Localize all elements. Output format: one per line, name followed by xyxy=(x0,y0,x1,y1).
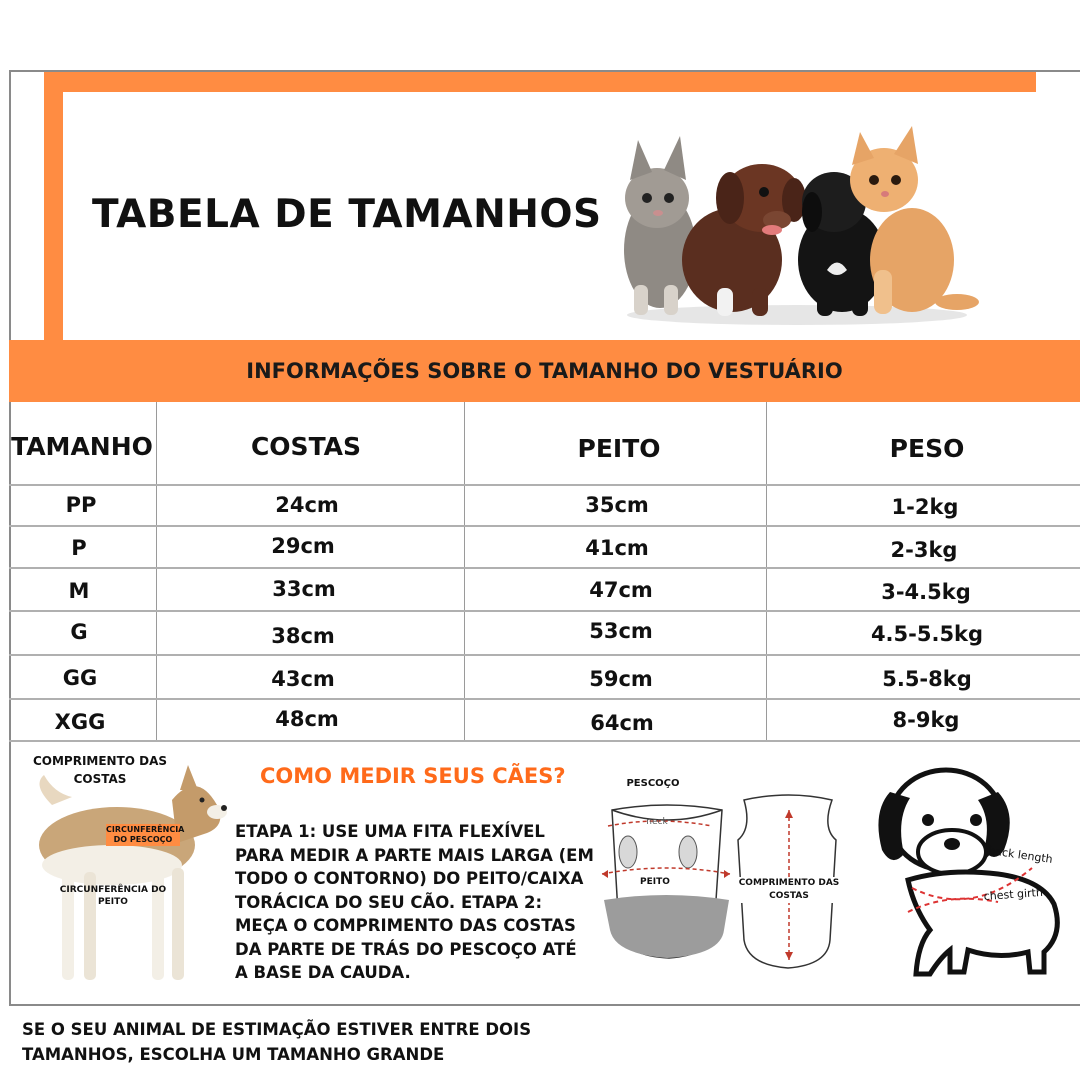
table-cell-chest: 47cm xyxy=(589,578,653,602)
table-row-divider xyxy=(9,484,1080,486)
table-row-divider xyxy=(9,525,1080,527)
table-divider xyxy=(156,402,157,742)
table-divider xyxy=(766,402,767,742)
table-cell-back: 29cm xyxy=(271,534,335,558)
table-cell-size: M xyxy=(68,579,90,603)
table-row-divider xyxy=(9,698,1080,700)
dog-photo-figure xyxy=(22,760,232,1000)
table-cell-weight: 8-9kg xyxy=(892,708,960,732)
table-cell-size: P xyxy=(71,536,87,560)
table-cell-weight: 4.5-5.5kg xyxy=(870,622,984,646)
info-band-title: INFORMAÇÕES SOBRE O TAMANHO DO VESTUÁRIO xyxy=(246,359,843,383)
size-table xyxy=(9,402,1080,742)
measure-steps: ETAPA 1: USE UMA FITA FLEXÍVEL PARA MEDIR A PARTE MAIS LARGA (EM TODO O CONTORNO) DO PEITO/CAIXA TORÁCICA DO SEU CÃO. ETAPA 2: MEÇA O COMPRIMENTO DAS COSTAS DA PARTE DE TRÁS DO PESCOÇO ATÉ A BASE DA CAUDA. xyxy=(235,822,594,982)
table-cell-back: 48cm xyxy=(275,707,339,731)
column-header-chest: PEITO xyxy=(577,434,661,463)
header-orange-bar-top xyxy=(44,72,1036,92)
cartoon-label-back: back length xyxy=(987,844,1054,866)
table-cell-size: G xyxy=(70,620,88,644)
table-row-divider xyxy=(9,654,1080,656)
table-cell-weight: 1-2kg xyxy=(891,495,959,519)
table-row-divider xyxy=(9,740,1080,742)
garment-label-neck: PESCOÇO xyxy=(626,778,680,789)
column-header-size: TAMANHO xyxy=(11,432,153,461)
table-cell-chest: 59cm xyxy=(589,667,653,691)
dog-label-back-length: COMPRIMENTO DAS COSTAS xyxy=(32,754,168,786)
table-row-divider xyxy=(9,567,1080,569)
table-cell-size: XGG xyxy=(54,710,106,734)
footer-note: SE O SEU ANIMAL DE ESTIMAÇÃO ESTIVER ENTRE DOIS TAMANHOS, ESCOLHA UM TAMANHO GRANDE xyxy=(22,1020,532,1064)
brown-puppy-figure xyxy=(682,164,806,316)
grey-kitten-figure xyxy=(624,136,696,315)
measure-title: COMO MEDIR SEUS CÃES? xyxy=(260,764,566,788)
table-cell-weight: 2-3kg xyxy=(890,538,958,562)
table-cell-chest: 53cm xyxy=(589,619,653,643)
table-cell-back: 33cm xyxy=(272,577,336,601)
garment-label-back-length: COMPRIMENTO DAS COSTAS xyxy=(738,878,840,901)
dog-label-neck: CIRCUNFERÊNCIA DO PESCOÇO xyxy=(106,825,185,844)
column-header-back: COSTAS xyxy=(250,432,362,461)
dog-label-chest: CIRCUNFERÊNCIA DO PEITO xyxy=(59,885,167,907)
table-cell-size: GG xyxy=(62,666,98,690)
garment-label-chest: PEITO xyxy=(632,877,678,887)
cartoon-label-chest: chest girth xyxy=(983,885,1044,903)
table-cell-back: 24cm xyxy=(275,493,339,517)
table-cell-chest: 35cm xyxy=(585,493,649,517)
column-header-weight: PESO xyxy=(889,434,965,463)
table-cell-chest: 64cm xyxy=(590,711,654,735)
table-cell-size: PP xyxy=(65,493,97,517)
table-cell-back: 38cm xyxy=(271,624,335,648)
pets-photo xyxy=(612,120,982,330)
table-cell-back: 43cm xyxy=(271,667,335,691)
page-title: TABELA DE TAMANHOS xyxy=(92,192,602,237)
info-band xyxy=(9,340,1080,402)
table-cell-weight: 3-4.5kg xyxy=(881,580,971,604)
header-orange-bar-left xyxy=(44,72,63,340)
table-divider xyxy=(464,402,465,742)
table-cell-weight: 5.5-8kg xyxy=(882,667,972,691)
table-cell-chest: 41cm xyxy=(585,536,649,560)
garment-tag-neck: neck xyxy=(646,817,668,827)
table-row-divider xyxy=(9,610,1080,612)
cartoon-dog-figure xyxy=(868,762,1078,984)
